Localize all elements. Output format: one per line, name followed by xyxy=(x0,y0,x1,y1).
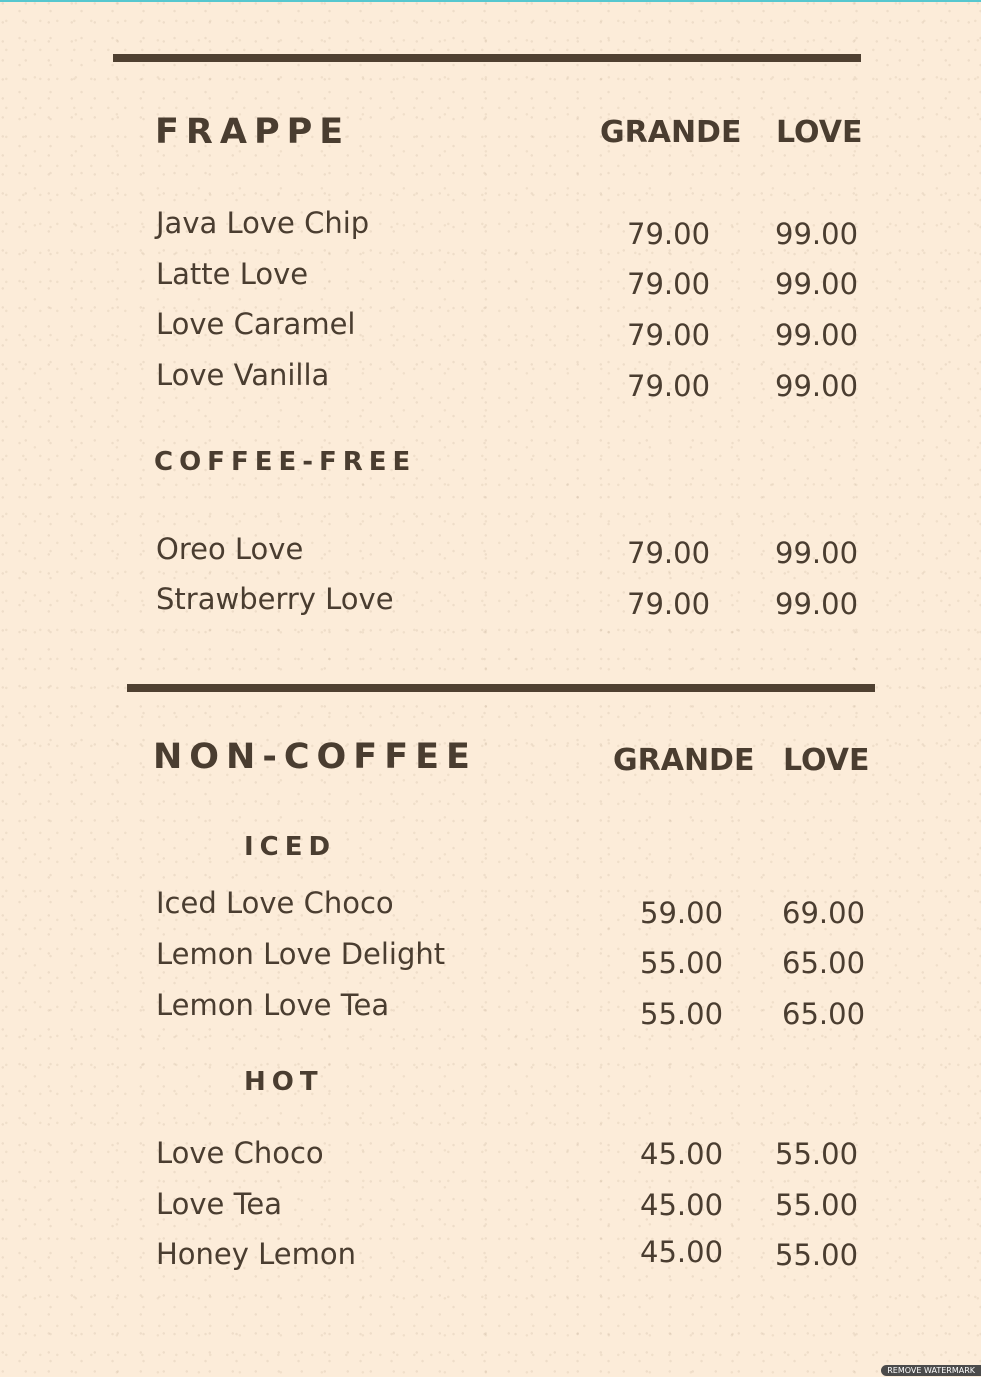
hot-subtitle: HOT xyxy=(244,1067,324,1097)
menu-item-name: Strawberry Love xyxy=(156,582,394,616)
coffee-free-subtitle: COFFEE-FREE xyxy=(154,447,417,477)
menu-item-grande-price: 45.00 xyxy=(640,1137,724,1171)
menu-item-grande-price: 55.00 xyxy=(640,997,724,1031)
menu-item-grande-price: 59.00 xyxy=(640,896,724,930)
menu-item-love-price: 65.00 xyxy=(782,997,866,1031)
menu-item-grande-price: 55.00 xyxy=(640,946,724,980)
frappe-top-divider xyxy=(113,54,861,62)
menu-item-love-price: 55.00 xyxy=(775,1137,859,1171)
menu-item-grande-price: 45.00 xyxy=(640,1188,724,1222)
menu-item-love-price: 99.00 xyxy=(775,217,859,251)
menu-item-name: Latte Love xyxy=(156,257,309,291)
menu-item-love-price: 69.00 xyxy=(782,896,866,930)
menu-item-name: Love Choco xyxy=(156,1136,324,1170)
menu-item-name: Love Tea xyxy=(156,1187,283,1221)
non-coffee-section-title: NON-COFFEE xyxy=(153,737,477,777)
menu-item-love-price: 65.00 xyxy=(782,946,866,980)
menu-item-love-price: 99.00 xyxy=(775,369,859,403)
menu-item-grande-price: 79.00 xyxy=(627,369,711,403)
menu-item-grande-price: 79.00 xyxy=(627,318,711,352)
menu-item-name: Honey Lemon xyxy=(156,1237,357,1271)
menu-item-name: Iced Love Choco xyxy=(156,886,394,920)
frappe-col-love: LOVE xyxy=(776,115,863,150)
top-edge-strip xyxy=(0,0,981,2)
menu-item-name: Java Love Chip xyxy=(156,206,370,240)
non-coffee-col-love: LOVE xyxy=(783,743,870,778)
menu-item-name: Lemon Love Tea xyxy=(156,988,390,1022)
menu-item-love-price: 55.00 xyxy=(775,1238,859,1272)
iced-subtitle: ICED xyxy=(244,832,337,862)
non-coffee-col-grande: GRANDE xyxy=(613,743,755,778)
menu-item-name: Lemon Love Delight xyxy=(156,937,446,971)
menu-item-love-price: 99.00 xyxy=(775,267,859,301)
menu-item-grande-price: 79.00 xyxy=(627,587,711,621)
menu-item-name: Oreo Love xyxy=(156,532,304,566)
menu-item-grande-price: 79.00 xyxy=(627,217,711,251)
menu-item-name: Love Vanilla xyxy=(156,358,330,392)
menu-item-love-price: 99.00 xyxy=(775,536,859,570)
menu-item-grande-price: 79.00 xyxy=(627,536,711,570)
menu-item-name: Love Caramel xyxy=(156,307,356,341)
menu-item-love-price: 55.00 xyxy=(775,1188,859,1222)
non-coffee-top-divider xyxy=(127,684,875,692)
remove-watermark-button[interactable]: REMOVE WATERMARK xyxy=(881,1365,981,1376)
menu-item-love-price: 99.00 xyxy=(775,587,859,621)
menu-item-grande-price: 45.00 xyxy=(640,1235,724,1269)
menu-item-grande-price: 79.00 xyxy=(627,267,711,301)
menu-item-love-price: 99.00 xyxy=(775,318,859,352)
frappe-section-title: FRAPPE xyxy=(155,112,351,152)
frappe-col-grande: GRANDE xyxy=(600,115,742,150)
